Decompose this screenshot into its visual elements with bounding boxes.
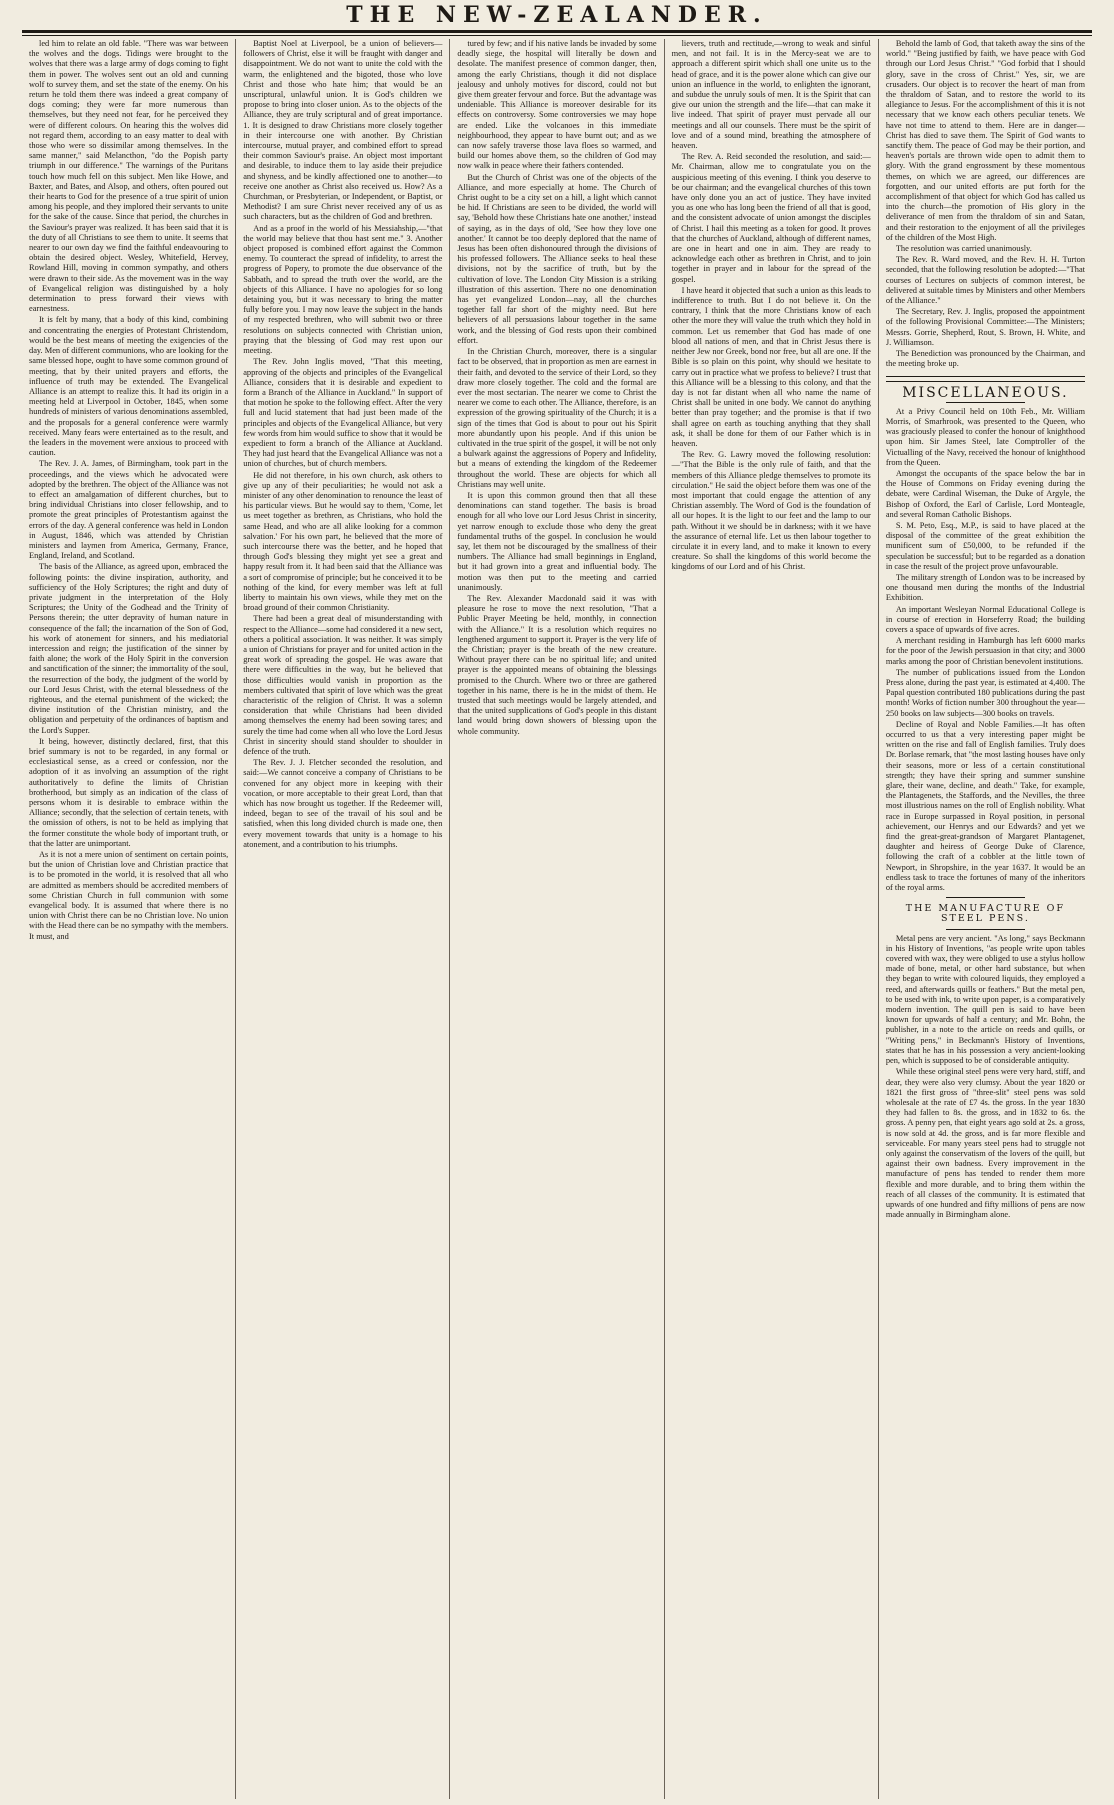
paragraph: The Rev. J. J. Fletcher seconded the resolution, and said:—We cannot conceive a company of Christians to be convened for any object more in keeping with their vocation, or more acceptable to their great Lord, than that which has now brought us together. If the Redeemer will, indeed, began to see of the travail of his soul and be satisfied, when this long divided church is made one, then every movement towards that unity is a homage to his atonement, and a contribution to his triumphs. xyxy=(243,758,443,849)
paragraph: Decline of Royal and Noble Families.—It has often occurred to us that a very interesting paper might be written on the rise and fall of English families. Truly does Dr. Borlase remark, that "the most lasting houses have only their seasons, more or less of a certain constitutional strength; they have their spring and summer sunshine glare, their wane, decline, and death." Take, for example, the Plantagenets, the Staffords, and the Nevilles, the three most illustrious names on the roll of English nobility. What race in Europe surpassed in Royal position, in personal achievement, our Henrys and our Edwards? and yet we find the great-great-grandson of Margaret Plantagenet, daughter and heiress of George Duke of Clarence, following the craft of a cobbler at the little town of Newport, in Shropshire, in the year 1637. It would be an endless task to trace the fortunes of many of the inheritors of the royal arms. xyxy=(885,719,1086,893)
paragraph: It is upon this common ground then that all these denominations can stand together. The basis is broad enough for all who love our Lord Jesus Christ in sincerity, yet narrow enough to exclude those who deny the great fundamental truths of the gospel. In conclusion he would say, let them not be discouraged by the smallness of their numbers. The Alliance had small beginnings in England, but it had grown into a great and influential body. The motion was then put to the meeting and carried unanimously. xyxy=(457,490,657,592)
paragraph: There had been a great deal of misunderstanding with respect to the Alliance—some had considered it a new sect, others a political association. It was neither. It was simply a union of Christians for prayer and for united action in the great work of spreading the gospel. He was aware that there were difficulties in the way, but he believed that those difficulties would vanish in proportion as the members cultivated that spirit of love which was the great characteristic of the religion of Christ. It was a solemn consideration that while Christians had been divided among themselves the enemy had been sowing tares; and surely the time had come when all who love the Lord Jesus Christ in sincerity should stand shoulder to shoulder in defence of the truth. xyxy=(243,614,443,757)
paragraph: He did not therefore, in his own church, ask others to give up any of their peculiarities; he would not ask a minister of any other denomination to renounce the least of his particular views. But he would say to them, 'Come, let us meet together as brethren, as Christians, who hold the same Head, and who are all alike looking for a common salvation.' For his own part, he believed that the more of such intercourse there was the better, and he hoped that through God's blessing they might yet see a great and happy result from it. It had been said that the Alliance was a sort of compromise of principle; but he conceived it to be nothing of the kind, for every member was left at full liberty to maintain his own views, while they met on the broad ground of their common Christianity. xyxy=(243,470,443,613)
paragraph: The number of publications issued from the London Press alone, during the past year, is estimated at 4,400. The Papal question contributed 180 publications during the past month! Works of fiction number 300 throughout the year—250 books on law subjects—300 books on travels. xyxy=(885,667,1086,718)
paragraph: lievers, truth and rectitude,—wrong to weak and sinful men, and not fail. It is in the Mercy-seat we are to approach a different spirit which shall one unite us to the head of grace, and it is the power alone which can give our union an influence in the world, to enlighten the ignorant, and subdue the unruly souls of men. It is the Spirit that can give our union the strength and the life—that can make it live indeed. That spirit of prayer must pervade all our meetings and all our counsels. There must be the spirit of love and of a sound mind, breathing the atmosphere of heaven. xyxy=(671,39,871,151)
masthead-rule-thin xyxy=(22,35,1092,36)
paragraph: While these original steel pens were very hard, stiff, and dear, they were also very clumsy. About the year 1820 or 1821 the first gross of "three-slit" steel pens was sold wholesale at the rate of £7 4s. the gross. In the year 1830 they had fallen to 8s. the gross, and in 1832 to 6s. the gross. A penny pen, that eight years ago sold at 2s. a gross, is now sold at 4d. the gross, and is far more flexible and serviceable. For many years steel pens had to struggle not only against the conservatism of the lovers of the quill, but against their own badness. Every improvement in the manufacture of pens has tended to render them more flexible and more durable, and to bring them within the reach of all classes of the community. It is estimated that upwards of one hundred and fifty millions of pens are now made annually in Birmingham alone. xyxy=(885,1067,1086,1220)
paragraph: I have heard it objected that such a union as this leads to indifference to truth. But I do not believe it. On the contrary, I think that the more Christians know of each other the more they will value the truth which they hold in common. Let us remember that God has made of one blood all nations of men, and that in Christ Jesus there is neither Jew nor Greek, bond nor free, but all are one. If the Bible is so plain on this point, why should we hesitate to carry out in practice what we profess to believe? I trust that this Alliance will be a blessing to this colony, and that the day is not far distant when all who name the name of Christ shall be united in one body. We cannot do anything better than pray together; and the promise is that if two shall agree on earth as touching anything that they shall ask, it shall be done for them of our Father which is in heaven. xyxy=(671,285,871,448)
column-1 xyxy=(22,39,236,1799)
masthead-rule xyxy=(22,30,1092,33)
column-3 xyxy=(450,39,664,1799)
paragraph: The Rev. John Inglis moved, "That this meeting, approving of the objects and principles of the Evangelical Alliance, considers that it is desirable and expedient to form a Branch of the Alliance in Auckland." In support of that motion he spoke to the following effect. After the very full and lucid statement that had just been made of the principles and objects of the Evangelical Alliance, but very few words from him would suffice to show that it would be expedient to form a branch of the Alliance at Auckland. They had just heard that the Evangelical Alliance was not a union of churches, but of church members. xyxy=(243,357,443,469)
paragraph: And as a proof in the world of his Messiahship,—"that the world may believe that thou hast sent me." 3. Another object proposed is combined effort against the Common enemy. To counteract the spread of infidelity, to arrest the progress of Popery, to promote the due observance of the Sabbath, and to spread the truth over the world, are the objects of this Alliance. I have no apologies for so long detaining you, but it was necessary to bring the matter fully before you. I may now leave the subject in the hands of my respected brethren, who will submit two or three resolutions on subjects connected with Christian union, praying that the blessing of God may rest upon our meeting. xyxy=(243,223,443,356)
paragraph: In the Christian Church, moreover, there is a singular fact to be observed, that in proportion as men are earnest in their faith, and devoted to the service of their Lord, so they draw more closely together. The cold and the formal are ever the most sectarian. The nearer we come to Christ the nearer we come to each other. The Alliance, therefore, is an expression of the growing spirituality of the Church; it is a sign of the times that God is about to pour out his Spirit more abundantly upon his people. And if this union be cultivated in the true spirit of the gospel, it will be not only a bulwark against the aggressions of Popery and Infidelity, but a means of extending the kingdom of the Redeemer throughout the world. These are objects for which all Christians may well unite. xyxy=(457,347,657,489)
paragraph: Behold the lamb of God, that taketh away the sins of the world." "Being justified by faith, we have peace with God through our Lord Jesus Christ." "God forbid that I should glory, save in the cross of Christ." Yes, sir, we are crusaders. Our object is to recover the heart of man from the thraldom of Satan, and to restore the world to its allegiance to Jesus. For the accomplishment of this it is not necessary that we know each others peculiar tenets. We have not time to attend to them. Here are in danger—Christ has died to save them. The Spirit of God wants to sanctify them. The peace of God may be their portion, and heaven's portals are thrown wide open to admit them to glory. With the grand engrossment by these momentous themes, on which we are agreed, our differences are forgotten, and our united efforts are put forth for the accomplishment of that object for which God has called us into the church—the promotion of His glory in the deliverance of men from the thraldom of sin and Satan, and their restoration to the enjoyment of all the privileges of the children of the Most High. xyxy=(885,39,1086,242)
section-heading-miscellaneous: MISCELLANEOUS. xyxy=(902,384,1069,401)
paragraph: Amongst the occupants of the space below the bar in the House of Commons on Friday evening during the debate, were Cardinal Wiseman, the Duke of Argyle, the Bishop of Oxford, the Earl of Carlisle, Lord Monteagle, and several Roman Catholic Bishops. xyxy=(885,468,1086,519)
paragraph: A merchant residing in Hamburgh has left 6000 marks for the poor of the Jewish persuasion in that city; and 3000 marks among the poor of Christian benevolent institutions. xyxy=(885,636,1086,666)
paragraph: The Rev. G. Lawry moved the following resolution:—"That the Bible is the only rule of faith, and that the members of this Alliance pledge themselves to promote its circulation." He said the object before them was one of the most important that could engage the attention of any Christian assembly. The Word of God is the foundation of all our hopes. It is the light to our feet and the lamp to our path. Without it we should be in darkness; with it we have the assurance of eternal life. Let us then labour together to circulate it in every land, and to make it known to every creature. So shall the kingdoms of this world become the kingdoms of our Lord and of his Christ. xyxy=(671,450,871,572)
paragraph: But the Church of Christ was one of the objects of the Alliance, and more especially at home. The Church of Christ ought to be a city set on a hill, a light which cannot be hid. If Christians are seen to be divided, the world will say, 'Behold how these Christians hate one another,' instead of saying, as in the days of old, 'See how they love one another.' It cannot be too deeply deplored that the name of Jesus has been often dishonoured through the divisions of his professed followers. The Alliance seeks to heal these divisions, not by the sacrifice of truth, but by the cultivation of love. The London City Mission is a striking illustration of this assertion. There no one denomination has yet evangelized London—nay, all the churches together fall far short of the mighty need. But here believers of all persuasions labour together in the same work, and the blessing of God rests upon their combined effort. xyxy=(457,172,657,345)
paragraph: The Rev. J. A. James, of Birmingham, took part in the proceedings, and the views which he advocated were adopted by the brethren. The object of the Alliance was not to effect an amalgamation of different churches, but to bring individual Christians into closer fellowship, and to promote the great principles of Protestantism against the errors of the day. A general conference was held in London in August, 1846, which was attended by Christian ministers and laymen from America, Germany, France, England, Ireland, and Scotland. xyxy=(29,459,229,561)
paragraph: The Rev. A. Reid seconded the resolution, and said:—Mr. Chairman, allow me to congratulate you on the auspicious meeting of this evening. I think you deserve to be our chairman; and the evangelical churches of this town have only done you an act of justice. They have invited you as one who has long been the friend of all that is good, and the consistent advocate of union amongst the disciples of Christ. I hail this meeting as a token for good. It proves that the churches of Auckland, although of different names, are one in heart and one in aim. They are ready to acknowledge each other as brethren in Christ, and to join together in prayer and in labour for the spread of the gospel. xyxy=(671,152,871,284)
column-4 xyxy=(665,39,879,1799)
paragraph: led him to relate an old fable. "There was war between the wolves and the dogs. Tidings were brought to the wolves that there was a large army of dogs coming to fight them in power. The wolves sent out an old and cunning wolf to survey them, and set the state of the enemy. On his return he told them there was indeed a great company of dogs coming; they were far more numerous than themselves, but they need not fear, for he perceived they were of different colours. On hearing this the wolves did not regard them, according to an easy matter to deal with those who were so dissimilar among themselves. In the same manner," said Melancthon, "do the Popish party triumph in our difference." The warnings of the Puritans touch how much fell on this subject. Men like Howe, and Baxter, and Bates, and Alsop, and others, often poured out their hearts to God for the presence of a true spirit of union among his people, and they implored their servants to unite for the sake of the cause. Since that period, the churches in the Saviour's prayer was realized. It has been said that it is the duty of all Christians to see them to unite. It seems that nearer to our own day we find the faithful endeavouring to obtain the desired object. Wesley, Whitefield, Hervey, Rowland Hill, moving in common sympathy, and others were drawn to their side. As the movement was in the way of Evangelical religion was distinguished by a holy determination to press forward their views with earnestness. xyxy=(29,39,229,314)
column-5 xyxy=(879,39,1092,1799)
paragraph: The resolution was carried unanimously. xyxy=(895,244,1032,254)
paragraph: The basis of the Alliance, as agreed upon, embraced the following points: the divine inspiration, authority, and sufficiency of the Holy Scriptures; the right and duty of private judgment in the interpretation of the Holy Scriptures; the Unity of the Godhead and the Trinity of Persons therein; the utter depravity of human nature in consequence of the fall; the incarnation of the Son of God, his work of atonement for sinners, and his mediatorial intercession and reign; the justification of the sinner by faith alone; the work of the Holy Spirit in the conversion and sanctification of the sinner; the immortality of the soul, the resurrection of the body, the judgment of the world by our Lord Jesus Christ, with the eternal blessedness of the righteous, and the eternal punishment of the wicked; the divine institution of the Christian ministry, and the obligation and perpetuity of the ordinances of baptism and the Lord's Supper. xyxy=(29,562,229,735)
heading-rule xyxy=(946,402,1026,403)
section-divider xyxy=(886,376,1085,382)
masthead-title: THE NEW-ZEALANDER. xyxy=(346,2,768,28)
section-divider xyxy=(946,897,1026,898)
paragraph: Baptist Noel at Liverpool, be a union of believers—followers of Christ, else it will be fraught with danger and disappointment. We do not want to unite the cold with the warm, the enlightened and the bigoted, those who love Christ and those who hate him; that would be an unscriptural, unlawful union. It is God's children we propose to bring into closer union. As to the objects of the Alliance, they are truly scriptural and of great importance. 1. It is designed to draw Christians more closely together in their intercourse one with another. By Christian intercourse, mutual prayer, and combined effort to spread their common Saviour's praise. An object most important and desirable, to induce them to lay aside their prejudice and shyness, and be kindly affectioned one to another—to receive one another as Christ also received us. How? As a Churchman, or Presbyterian, or Independent, or Baptist, or Methodist? I am sure Christ never received any of us as such characters, but as the children of God and brethren. xyxy=(243,39,443,222)
paragraph: The military strength of London was to be increased by one thousand men during the months of the Industrial Exhibition. xyxy=(885,572,1086,603)
article-columns xyxy=(22,39,1092,1799)
paragraph: It is felt by many, that a body of this kind, combining and concentrating the energies of Protestant Christendom, would be the best means of meeting the exigencies of the day. Men of different communions, who are looking for the same blessed hope, ought to have some common ground of meeting, that by their united prayers and efforts, the influence of truth may be extended. The Evangelical Alliance is an attempt to realize this. It had its origin in a meeting held at Liverpool in October, 1845, when some hundreds of ministers of various denominations assembled, and the proposals for a general conference were warmly received. Many fears were entertained as to the result, and the leaders in the movement were anxious to proceed with caution. xyxy=(29,315,229,458)
paragraph: It being, however, distinctly declared, first, that this brief summary is not to be regarded, in any formal or ecclesiastical sense, as a creed or confession, nor the adoption of it as involving an assumption of the right authoritatively to define the limits of Christian brotherhood, but simply as an indication of the class of persons whom it is desirable to embrace within the Alliance; secondly, that the selection of certain tenets, with the omission of others, is not to be held as implying that the former constitute the whole body of important truth, or that the latter are unimportant. xyxy=(29,736,229,848)
column-2 xyxy=(236,39,450,1799)
heading-rule xyxy=(946,929,1026,930)
paragraph: The Benediction was pronounced by the Chairman, and the meeting broke up. xyxy=(885,349,1086,369)
section-heading-steel-pens: THE MANUFACTURE OF STEEL PENS. xyxy=(905,903,1066,925)
paragraph: An important Wesleyan Normal Educational College is in course of erection in Horseferry Road; the building covers a space of upwards of five acres. xyxy=(885,604,1086,634)
paragraph: The Secretary, Rev. J. Inglis, proposed the appointment of the following Provisional Committee:—The Ministers; Messrs. Gorrie, Shepherd, Rout, S. Brown, H. White, and J. Williamson. xyxy=(885,307,1086,347)
paragraph: The Rev. R. Ward moved, and the Rev. H. H. Turton seconded, that the following resolution be adopted:—"That courses of Lectures on subjects of common interest, be delivered at suitable times by Ministers and other Members of the Alliance." xyxy=(885,255,1086,306)
paragraph: At a Privy Council held on 10th Feb., Mr. William Morris, of Smarhrook, was presented to the Queen, who was graciously pleased to confer the honour of knighthood upon him. Sir James Steel, late Comptroller of the Victualling of the Navy, received the honour of knighthood from the Queen. xyxy=(885,406,1086,467)
paragraph: The Rev. Alexander Macdonald said it was with pleasure he rose to move the next resolution, "That a Public Prayer Meeting be held, monthly, in connection with the Alliance." It is a resolution which requires no lengthened argument to support it. Prayer is the very life of the Christian; prayer is the breath of the new creature. Without prayer there can be no spiritual life; and united prayer is the appointed means of obtaining the blessings promised to the Church. Where two or three are gathered together in his name, there is he in the midst of them. He trusted that such meetings would be largely attended, and that the united supplications of God's people in this distant land would bring down showers of blessing upon the whole community. xyxy=(457,593,657,736)
paragraph: S. M. Peto, Esq., M.P., is said to have placed at the disposal of the committee of the great exhibition the munificent sum of £50,000, to be refunded if the speculation be successful; but to be regarded as a donation in case the result of the project prove unfavourable. xyxy=(885,520,1086,571)
paragraph: As it is not a mere union of sentiment on certain points, but the union of Christian love and Christian practice that is to be promoted in the world, it is resolved that all who are admitted as members should be accredited members of some Christian Church in full communion with some evangelical body. It is assumed that where there is no union with Christ there can be no Christian love. No union with the Head there can be no sympathy with the members. It must, and xyxy=(29,850,229,941)
paragraph: tured by few; and if his native lands be invaded by some deadly siege, the hospital will literally be down and desolate. The manifest presence of common danger, then, among the early Christians, though it did not displace jealousy and unholy motives for discord, could not but give them greater fervour and force. But the advantage was undeniable. This Alliance is moreover desirable for its effects on controversy. Some controversies we may hope are ended. Like the volcanoes in this immediate neighbourhood, they appear to have burnt out; and as we can now safely traverse those lava floes so warmed, and build our homes above them, so the children of God may now walk in peace where their fathers contended. xyxy=(457,39,657,171)
paragraph: Metal pens are very ancient. "As long," says Beckmann in his History of Inventions, "as people write upon tables covered with wax, they were obliged to use a stylus hollow made of bone, metal, or other hard substance, but when they began to write with coloured liquids, they employed a reed, and afterwards quills or feathers." But the metal pen, to be used with ink, to write upon paper, is a comparatively modern invention. The quill pen is said to have been known for upwards of half a century; and Mr. Bohn, the publisher, in a note to the article on reeds and quills, or "Writing pens," in Beckmann's History of Inventions, states that he has in his possession a very ancient-looking pen, which is supposed to be of considerable antiquity. xyxy=(885,933,1086,1066)
